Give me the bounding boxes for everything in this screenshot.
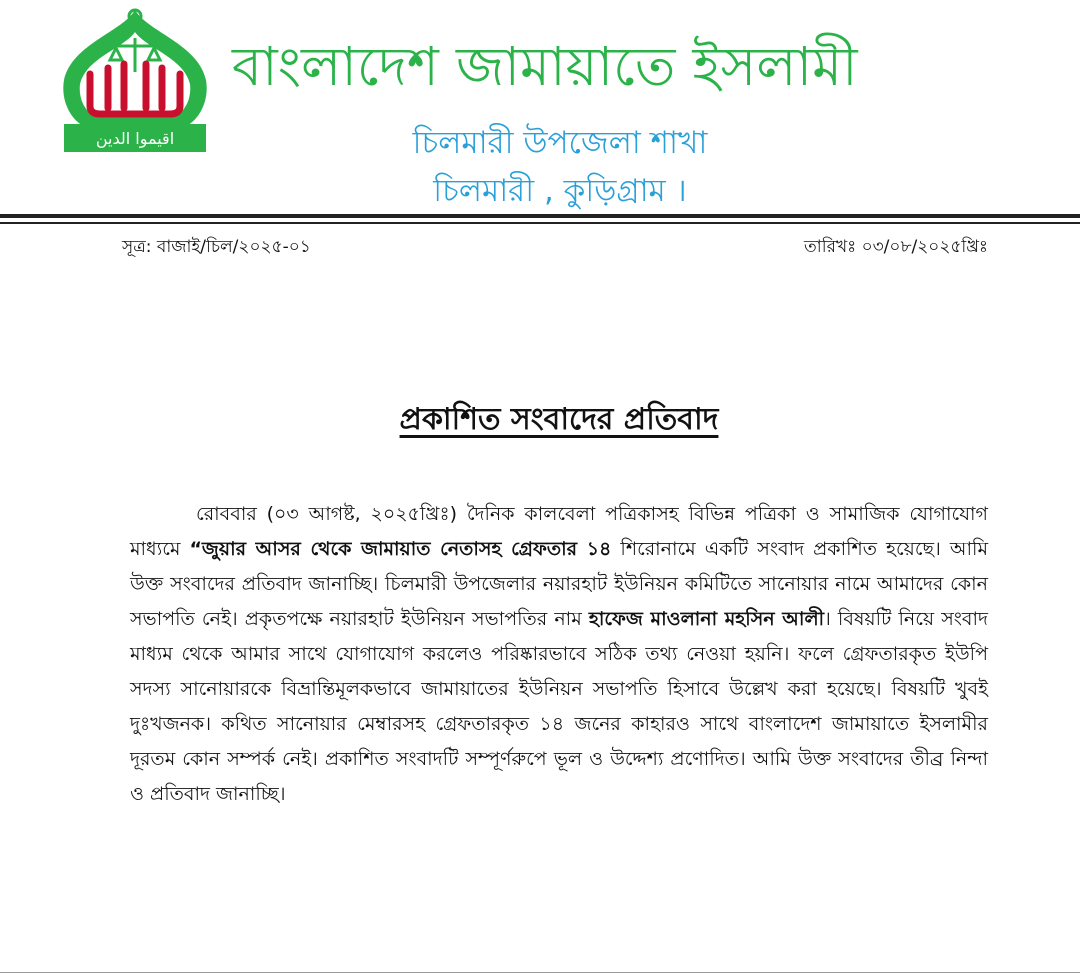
document-body xyxy=(130,497,988,812)
reference-number: সূত্র: বাজাই/চিল/২০২৫-০১ xyxy=(122,237,311,257)
body-paragraph xyxy=(130,497,988,812)
bottom-divider xyxy=(0,972,1080,973)
branch-location: চিলমারী , কুড়িগ্রাম । xyxy=(433,173,687,209)
branch-name: চিলমারী উপজেলা শাখা xyxy=(412,125,708,161)
logo-arabic-text: اقيموا الدين xyxy=(95,129,175,148)
body-text-part2: শিরোনামে একটি সংবাদ প্রকাশিত হয়েছে। আমি উক্ত সংবাদের প্রতিবাদ জানাচ্ছি। চিলমারী উপজেলার নয়ারহাট ইউনিয়ন কমিটিতে সানোয়ার নামে আমাদের কোন সভাপতি নেই। প্রকৃতপক্ষে নয়ারহাট ইউনিয়ন সভাপতির নাম xyxy=(130,538,988,630)
document-subject: প্রকাশিত সংবাদের প্রতিবাদ xyxy=(399,402,719,437)
body-text-part3: । বিষয়টি নিয়ে সংবাদ মাধ্যম থেকে আমার সাথে যোগাযোগ করলেও পরিষ্কারভাবে সঠিক তথ্য নেওয়া হয়নি। ফলে গ্রেফতারকৃত ইউপি সদস্য সানোয়ারকে বিভ্রান্তিমূলকভাবে জামায়াতের ইউনিয়ন সভাপতি হিসাবে উল্লেখ করা হয়েছে। বিষয়টি খুবই দুঃখজনক। কথিত সানোয়ার মেম্বারসহ গ্রেফতারকৃত ১৪ জনের কাহারও সাথে বাংলাদেশ জামায়াতে ইসলামীর দূরতম কোন সম্পর্ক নেই। প্রকাশিত সংবাদটি সম্পূর্ণরুপে ভূল ও উদ্দেশ্য প্রণোদিত। আমি উক্ত সংবাদের তীব্র নিন্দা ও প্রতিবাদ জানাচ্ছি। xyxy=(130,608,988,805)
document-date: তারিখঃ ০৩/০৮/২০২৫খ্রিঃ xyxy=(804,237,988,257)
body-text-part1: রোববার (০৩ আগষ্ট, ২০২৫খ্রিঃ) দৈনিক কালবেলা পত্রিকাসহ বিভিন্ন পত্রিকা ও সামাজিক যোগাযোগ মাধ্যমে xyxy=(130,503,988,560)
news-headline: “জুয়ার আসর থেকে জামায়াত নেতাসহ গ্রেফতার ১৪ xyxy=(189,538,612,560)
organization-name: বাংলাদেশ জামায়াতে ইসলামী xyxy=(232,35,858,98)
president-name: হাফেজ মাওলানা মহসিন আলী xyxy=(588,608,825,630)
header-divider-thick xyxy=(0,214,1080,218)
header-divider-thin xyxy=(0,222,1080,224)
